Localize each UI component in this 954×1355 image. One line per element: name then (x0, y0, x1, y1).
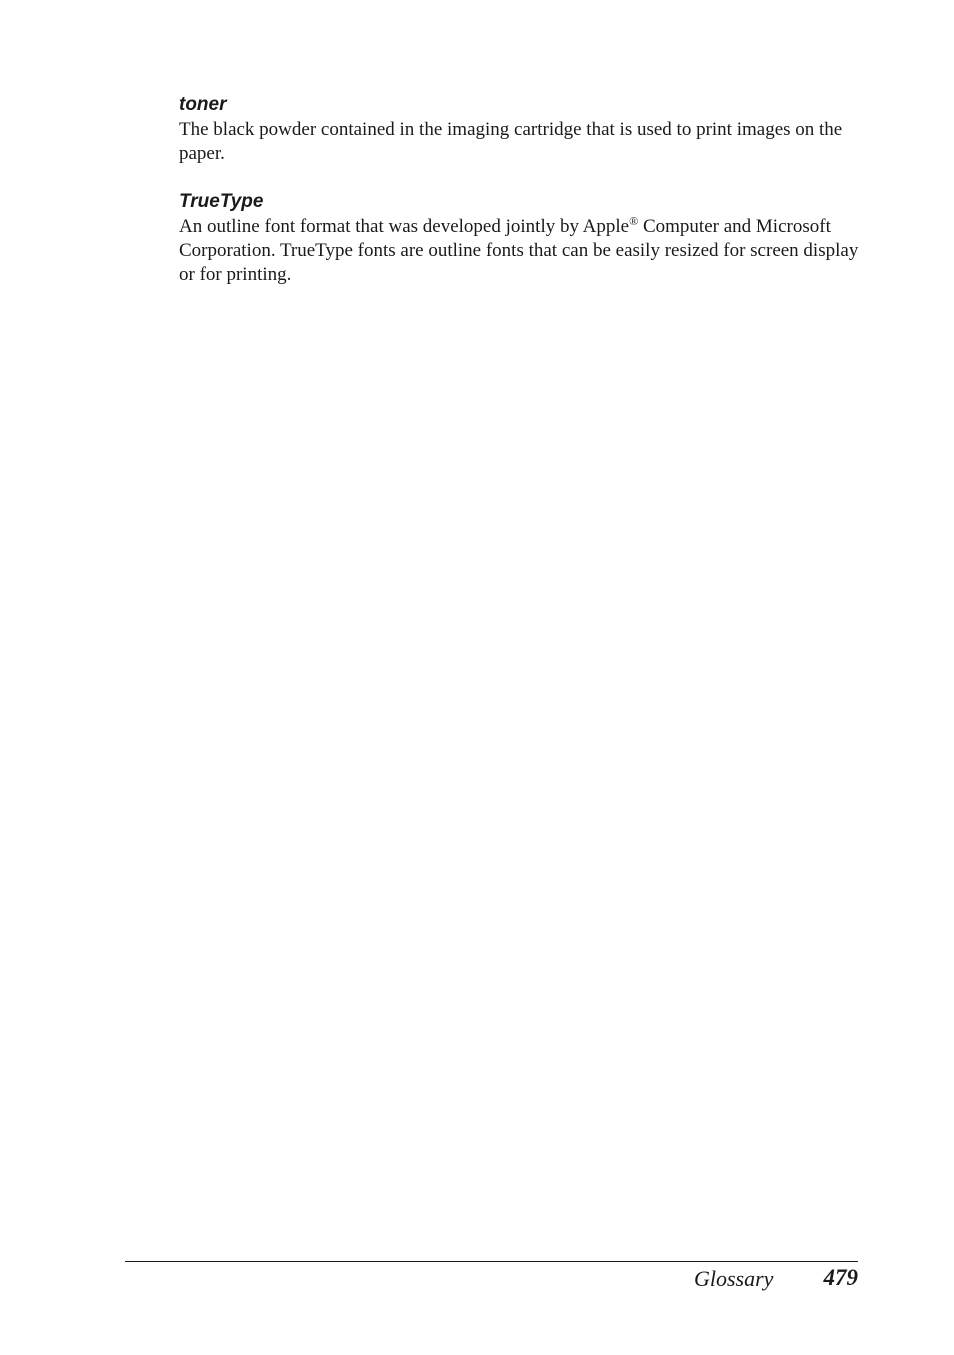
registered-trademark-mark: ® (629, 214, 639, 228)
footer-section-title: Glossary (694, 1266, 774, 1291)
glossary-definition (179, 215, 869, 287)
footer-divider (125, 1261, 858, 1262)
glossary-entry-toner (179, 94, 869, 166)
glossary-term: toner (179, 94, 227, 115)
glossary-term: TrueType (179, 191, 264, 212)
glossary-entry-truetype (179, 191, 869, 287)
definition-text-part2: Computer and Microsoft Corporation. TrueType fonts are outline fonts that can be easily resized for screen display or for printing. (179, 216, 859, 285)
footer-page-number: 479 (823, 1265, 858, 1290)
definition-text-part1: An outline font format that was developed jointly by Apple (179, 216, 630, 237)
glossary-definition: The black powder contained in the imaging cartridge that is used to print images on the paper. (179, 119, 843, 164)
